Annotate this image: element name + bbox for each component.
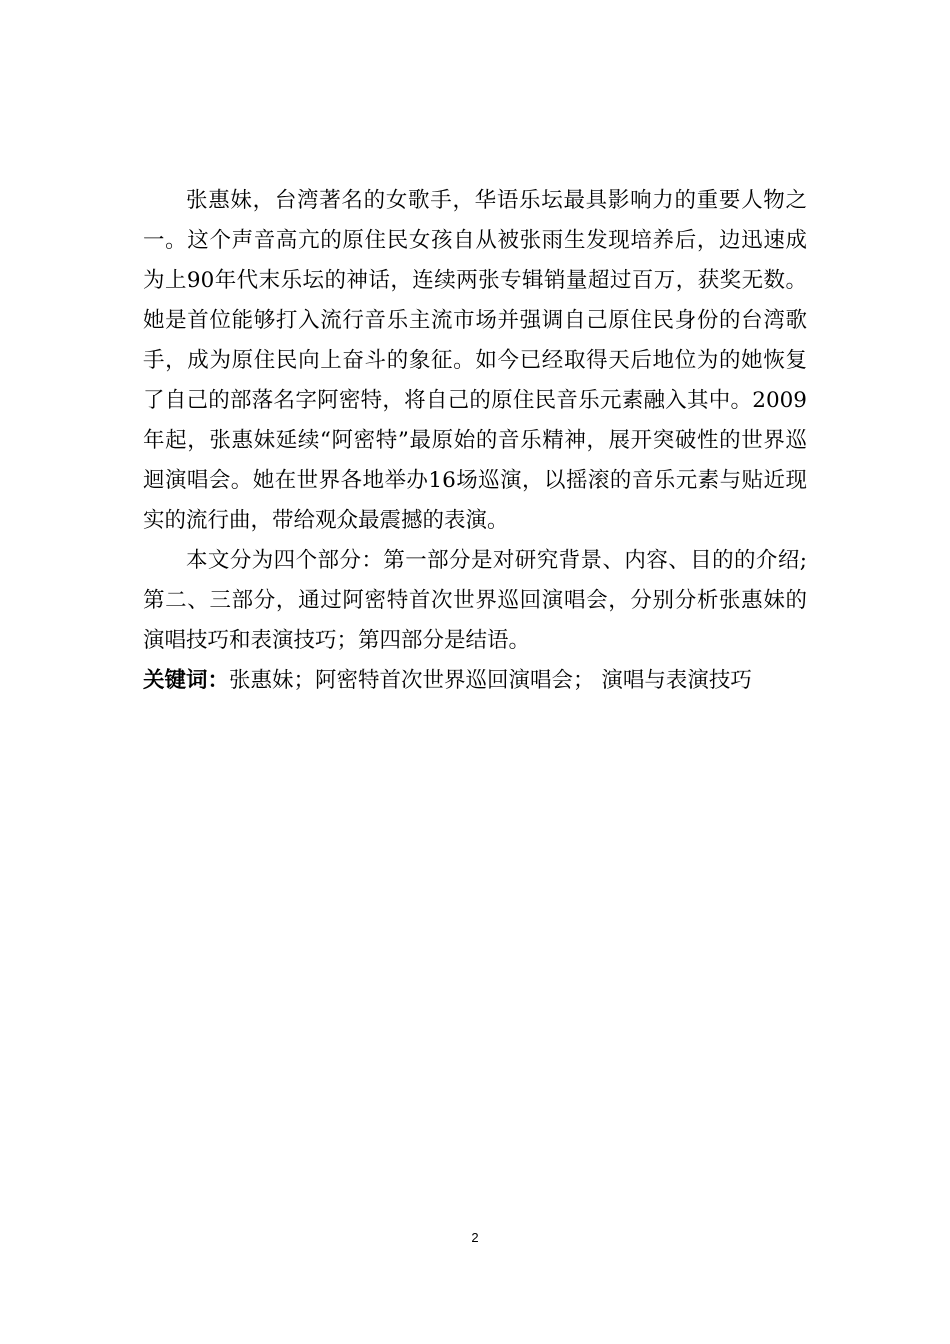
keywords-line [143, 661, 807, 701]
keywords-text: 张惠妹；阿密特首次世界巡回演唱会； 演唱与表演技巧 [229, 668, 752, 693]
paragraph-intro: 张惠妹，台湾著名的女歌手，华语乐坛最具影响力的重要人物之一。这个声音高亢的原住民女孩自从被张雨生发现培养后，边迅速成为上90年代末乐坛的神话，连续两张专辑销量超过百万，获奖无数。她是首位能够打入流行音乐主流市场并强调自己原住民身份的台湾歌手，成为原住民向上奋斗的象征。如今已经取得天后地位为的她恢复了自己的部落名字阿密特，将自己的原住民音乐元素融入其中。2009年起，张惠妹延续“阿密特”最原始的音乐精神，展开突破性的世界巡迴演唱会。她在世界各地举办16场巡演，以摇滚的音乐元素与贴近现实的流行曲，带给观众最震撼的表演。 [143, 188, 807, 533]
paragraph-structure: 本文分为四个部分：第一部分是对研究背景、内容、目的的介绍;第二、三部分，通过阿密特首次世界巡回演唱会，分别分析张惠妹的演唱技巧和表演技巧；第四部分是结语。 [143, 548, 807, 653]
page-number: 2 [471, 1230, 479, 1245]
keywords-label: 关键词： [143, 668, 230, 693]
abstract-body [143, 181, 807, 701]
